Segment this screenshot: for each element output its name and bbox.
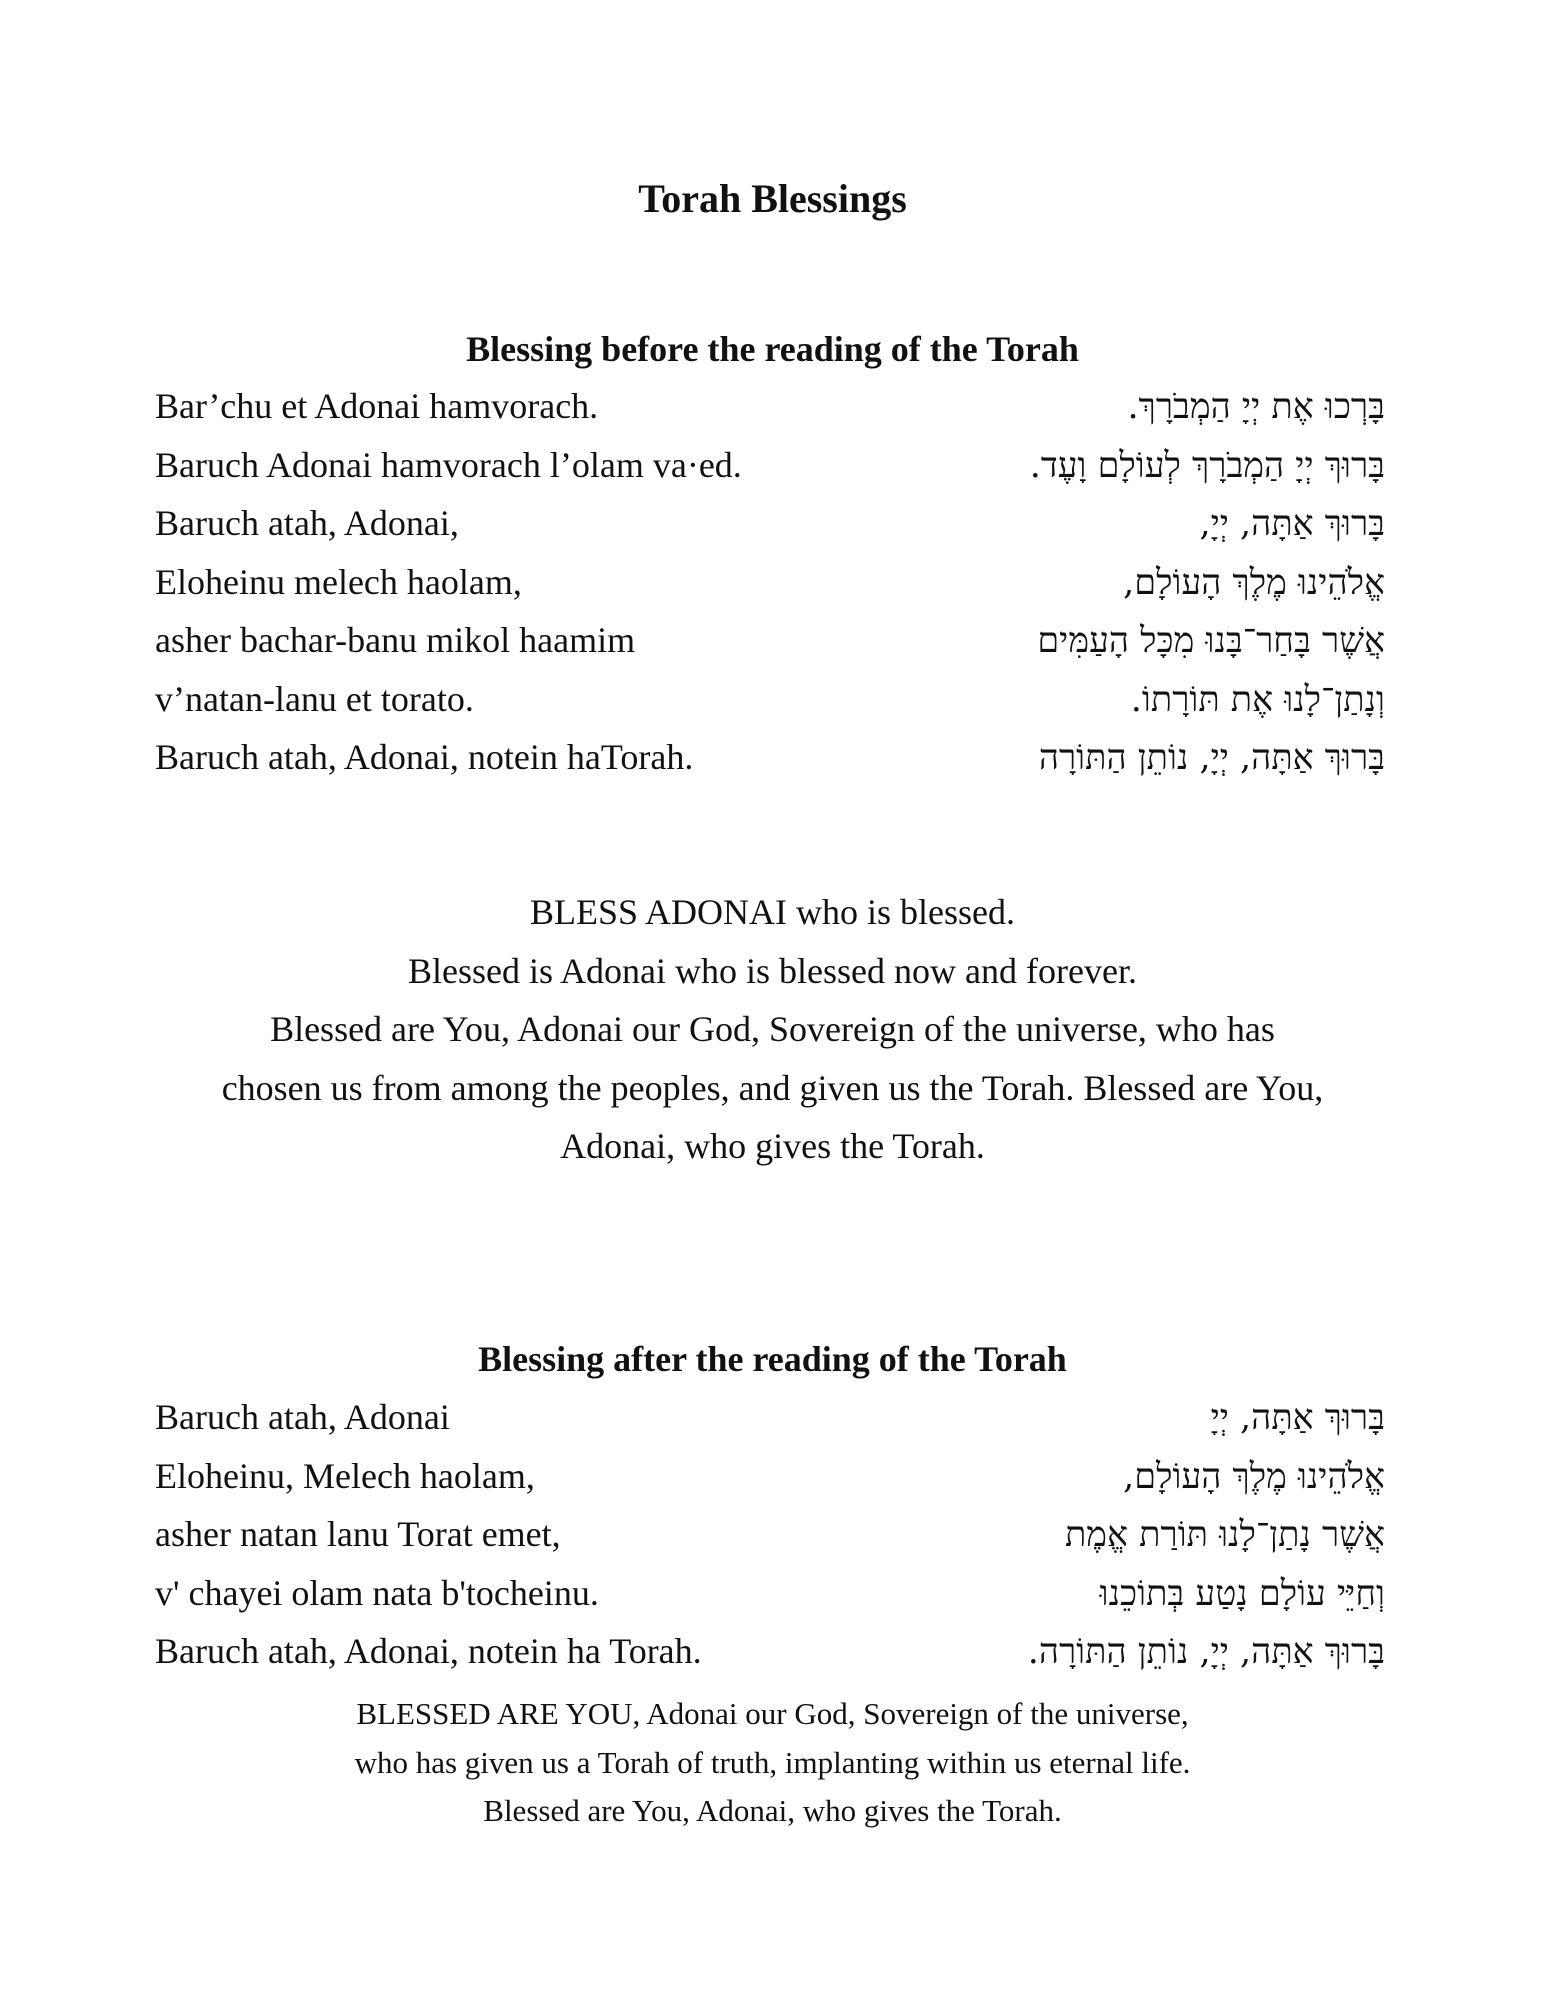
blessing-line (155, 494, 1385, 553)
transliteration: asher natan lanu Torat emet, (155, 1514, 561, 1554)
translation-line: Adonai, who gives the Torah. (560, 1126, 985, 1166)
translation-line: Blessed are You, Adonai, who gives the Torah. (483, 1793, 1062, 1828)
hebrew-text: וְחַיֵּי עוֹלָם נָטַע בְּתוֹכֵנוּ (1099, 1573, 1385, 1614)
section-heading-after: Blessing after the reading of the Torah (478, 1338, 1067, 1379)
blessing-line (155, 436, 1385, 495)
transliteration: Baruch atah, Adonai, notein ha Torah. (155, 1631, 702, 1671)
transliteration: v’natan-lanu et torato. (155, 678, 474, 719)
transliteration: Bar’chu et Adonai hamvorach. (155, 386, 599, 426)
hebrew-text: בָּרוּךְ אַתָּה, יְיָ, נוֹתֵן הַתּוֹרָה. (1027, 1632, 1385, 1672)
hebrew-text: בָּרוּךְ אַתָּה, יְיָ (1210, 1398, 1385, 1438)
translation-line: chosen us from among the peoples, and given us the Torah. Blessed are You, (221, 1067, 1324, 1108)
hebrew-text: בָּרוּךְ אַתָּה, יְיָ, נוֹתֵן הַתּוֹרָה (1038, 738, 1385, 778)
blessing-line (155, 728, 1385, 787)
blessing-after-lines (155, 1388, 1385, 1681)
blessing-line (155, 1447, 1385, 1506)
translation-after (100, 1690, 1445, 1836)
blessing-line (155, 1388, 1385, 1447)
blessing-line (155, 553, 1385, 612)
translation-before (100, 883, 1445, 1176)
section-heading-before: Blessing before the reading of the Torah (466, 328, 1079, 369)
hebrew-text: אֱלֹהֵינוּ מֶלֶךְ הָעוֹלָם, (1123, 562, 1385, 603)
hebrew-text: אֱלֹהֵינוּ מֶלֶךְ הָעוֹלָם, (1123, 1456, 1385, 1497)
translation-line: BLESS ADONAI who is blessed. (529, 892, 1015, 932)
page-title: Torah Blessings (638, 175, 907, 221)
transliteration: v' chayei olam nata b'tocheinu. (155, 1572, 599, 1613)
blessing-line (155, 611, 1385, 670)
transliteration: Eloheinu melech haolam, (155, 561, 522, 602)
transliteration: Eloheinu, Melech haolam, (155, 1455, 535, 1496)
hebrew-text: אֲשֶׁר נָתַן־לָנוּ תּוֹרַת אֱמֶת (1064, 1515, 1385, 1555)
translation-line: Blessed are You, Adonai our God, Sovereign of the universe, who has (270, 1009, 1275, 1049)
transliteration: Baruch Adonai hamvorach l’olam va·ed. (155, 444, 742, 485)
transliteration: asher bachar-banu mikol haamim (155, 620, 636, 660)
translation-line: Blessed is Adonai who is blessed now and forever. (408, 950, 1137, 991)
hebrew-text: אֲשֶׁר בָּחַר־בָּנוּ מִכָּל הָעַמִּים (1037, 621, 1385, 661)
blessing-before-lines (155, 377, 1385, 787)
hebrew-text: בָּרוּךְ יְיָ הַמְבֹרָךְ לְעוֹלָם וָעֶד. (1029, 445, 1385, 486)
translation-line: BLESSED ARE YOU, Adonai our God, Sovereign of the universe, (356, 1696, 1189, 1731)
transliteration: Baruch atah, Adonai, (155, 503, 459, 543)
hebrew-text: וְנָתַן־לָנוּ אֶת תּוֹרָתוֹ. (1130, 679, 1385, 720)
translation-line: who has given us a Torah of truth, implanting within us eternal life. (354, 1744, 1191, 1780)
blessing-line (155, 1622, 1385, 1681)
blessing-line (155, 1564, 1385, 1623)
blessing-line (155, 670, 1385, 729)
transliteration: Baruch atah, Adonai (155, 1397, 450, 1437)
blessing-line (155, 377, 1385, 436)
hebrew-text: בָּרְכוּ אֶת יְיָ הַמְבֹרָךְ. (1127, 387, 1385, 427)
hebrew-text: בָּרוּךְ אַתָּה, יְיָ, (1199, 504, 1385, 544)
blessing-line (155, 1505, 1385, 1564)
transliteration: Baruch atah, Adonai, notein haTorah. (155, 737, 694, 777)
